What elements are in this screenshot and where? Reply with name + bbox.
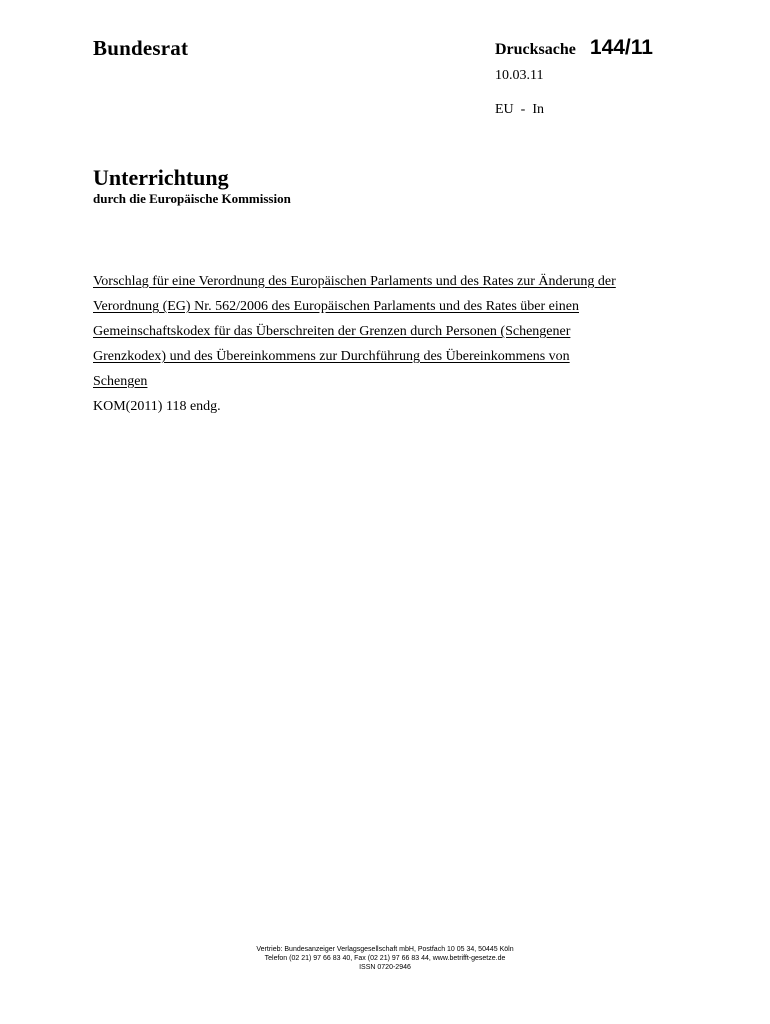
subject-line: Gemeinschaftskodex für das Überschreiten der Grenzen durch Personen (Schengener bbox=[93, 324, 571, 339]
document-issuer: durch die Europäische Kommission bbox=[93, 191, 291, 206]
drucksache-number: 144/11 bbox=[589, 36, 653, 59]
department-code: EU - In bbox=[495, 102, 544, 117]
drucksache-block bbox=[495, 36, 653, 118]
footer-imprint bbox=[0, 945, 770, 972]
subject-line: Grenzkodex) und des Übereinkommens zur Durchführung des Übereinkommens von bbox=[93, 349, 570, 364]
subject-line: Verordnung (EG) Nr. 562/2006 des Europäischen Parlaments und des Rates über einen bbox=[93, 299, 579, 314]
organization-name: Bundesrat bbox=[93, 36, 189, 60]
drucksache-line bbox=[495, 36, 653, 60]
footer-contact-line: Telefon (02 21) 97 66 83 40, Fax (02 21) 97 66 83 44, www.betrifft-gesetze.de bbox=[264, 955, 506, 962]
document-reference: KOM(2011) 118 endg. bbox=[93, 399, 221, 414]
drucksache-label: Drucksache bbox=[495, 41, 576, 58]
subject-block bbox=[93, 272, 693, 417]
subject-line: Schengen bbox=[93, 374, 148, 389]
document-type-title: Unterrichtung bbox=[93, 165, 229, 190]
subject-line: Vorschlag für eine Verordnung des Europäischen Parlaments und des Rates zur Änderung der bbox=[93, 274, 616, 289]
footer-distribution-line: Vertrieb: Bundesanzeiger Verlagsgesellschaft mbH, Postfach 10 05 34, 50445 Köln bbox=[256, 946, 514, 953]
document-date: 10.03.11 bbox=[495, 68, 544, 83]
footer-issn-line: ISSN 0720-2946 bbox=[359, 964, 411, 971]
